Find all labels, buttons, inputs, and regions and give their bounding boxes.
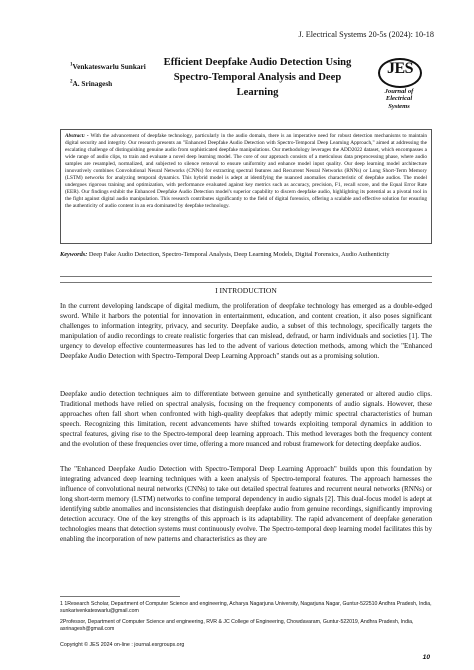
abstract-label: Abstract: -	[65, 133, 89, 139]
keywords-text: Deep Fake Audio Detection, Spectro-Temporal Analysis, Deep Learning Models, Digital Forensics, Audio Authenticity	[88, 251, 390, 258]
logo-abbreviation: JES	[386, 60, 414, 77]
paragraph-2: Deepfake audio detection techniques aim to differentiate between genuine and synthetically generated or altered audio clips. Traditional methods have relied on spectral analysis, focusing on the frequency components of audio signals. However, these approaches often fall short when confronted with high-quality deepfakes that adeptly mimic spectral characteristics of human speech. Recognizing this limitation, recent advancements have shifted towards exploiting temporal dynamics in addition to spectral features, giving rise to the Spectro-temporal deep learning approach. This method leverages both the frequency content and the evolution of these frequencies over time, offering a more nuanced and robust framework for detecting deepfake audios.	[60, 390, 432, 449]
author-1-name: Venkateswarlu Sunkari	[72, 62, 146, 71]
abstract-text: With the advancement of deepfake technology, particularly in the audio domain, there is an imperative need for robust detection mechanisms to maintain digital security and integrity. Our research presents an "Enhanced Deepfake Audio Detection with Spectro-Temporal Deep Learning Approach," aimed at addressing the escalating challenge of distinguishing genuine audio from sophisticated deepfake manipulations. Our methodology leverages the ADD2022 dataset, which encompasses a wide range of audio clips, to train and evaluate a novel deep learning model. The core of our approach consists of a meticulous data preprocessing phase, where audio samples are resampled, normalized, and subjected to silence removal to ensure uniformity and enhance model input quality. Our deep learning model architecture innovatively combines Convolutional Neural Networks (CNNs) for extracting spectral features and Recurrent Neural Networks (RNNs) or Long Short-Term Memory (LSTM) networks for analyzing temporal dynamics. This hybrid model is adept at identifying the nuanced anomalies characteristic of deepfake audios. The model undergoes rigorous training and optimization, with performance evaluated against key metrics such as accuracy, precision, F1, recall score, and the Equal Error Rate (EER). Our findings exhibit the Enhanced Deepfake Audio Detection model's superior capability to discern deepfake audio, highlighting its potential as a pivotal tool in the fight against digital audio manipulation. This research contributes significantly to the field of digital forensics, offering a scalable and effective solution for ensuring the authenticity of audio content in an era dominated by deepfake technology.	[65, 133, 428, 209]
journal-logo	[370, 58, 428, 122]
paper-title: Efficient Deepfake Audio Detection Using Spectro-Temporal Analysis and Deep Learning	[163, 57, 352, 98]
journal-reference: J. Electrical Systems 20-5s (2024): 10-18	[298, 30, 434, 39]
page-number: 10	[422, 654, 430, 661]
logo-journal-name	[370, 88, 428, 110]
logo-line-1: Journal of	[384, 88, 414, 95]
footnotes	[60, 601, 432, 637]
author-2-affiliation-mark: 2	[70, 79, 73, 85]
footnote-1: 1 1Research Scholar, Department of Computer Science and engineering, Acharya Nagarjuna University, Nagarjuna Nagar, Guntur-522510 Andhra Pradesh, India, sunkarivenkateswarlu@gmail.com	[60, 601, 432, 615]
footnote-2: 2Professor, Department of Computer Science and engineering, RVR & JC College of Engineering, Chowdavaram, Guntur-522019, Andhra Pradesh, India, asrinagesh@gmail.com	[60, 619, 414, 633]
logo-line-3: Systems	[388, 102, 410, 110]
footnote-separator	[60, 596, 180, 597]
author-2	[70, 79, 158, 88]
keywords	[60, 251, 432, 260]
author-1-affiliation-mark: 1	[70, 62, 73, 68]
divider-bottom	[60, 282, 432, 283]
logo-line-2: Electrical	[385, 95, 413, 103]
author-1	[70, 62, 158, 71]
paragraph-1: In the current developing landscape of digital medium, the proliferation of deepfake technology has emerged as a double-edged sword. While it harbors the potential for innovation in entertainment, education, and content creation, it also poses significant challenges to information integrity, privacy, and security. Deepfake audio, a subset of this technology, specifically targets the manipulation of audio recordings to create realistic forgeries that can mislead, defraud, or harm individuals and societies [1]. The urgency to develop effective countermeasures has led to the advent of various detection methods, among which the "Enhanced Deepfake Audio Detection with Spectro-Temporal Deep Learning Approach" stands out as a promising solution.	[60, 302, 432, 361]
section-heading: I INTRODUCTION	[215, 286, 277, 295]
author-list	[70, 62, 158, 96]
keywords-label: Keywords:	[60, 251, 88, 258]
divider-top	[60, 276, 432, 277]
abstract-box	[60, 129, 432, 244]
paragraph-3: The "Enhanced Deepfake Audio Detection with Spectro-Temporal Deep Learning Approach" builds upon this foundation by integrating advanced deep learning techniques with a keen analysis of Spectro-temporal features. The approach harnesses the influence of convolutional neural networks (CNNs) to take out detailed spectral features and recurrent neural networks (RNNs) or long short-term memory (LSTM) networks to confine temporal dependency in audio signals [2]. This dual-focus model is adept at identifying subtle anomalies and inconsistencies that distinguish deepfake audio from genuine recordings, significantly improving detection accuracy. One of the key strengths of this approach is its adaptability. The rapid advancement of deepfake generation technologies means that detection systems must continuously evolve. The Spectro-temporal deep learning model facilitates this by enabling the incorporation of new patterns and characteristics as they are	[60, 465, 432, 544]
author-2-name: A. Srinagesh	[72, 79, 113, 89]
copyright-line: Copyright © JES 2024 on-line : journal.esrgroups.org	[60, 642, 185, 648]
